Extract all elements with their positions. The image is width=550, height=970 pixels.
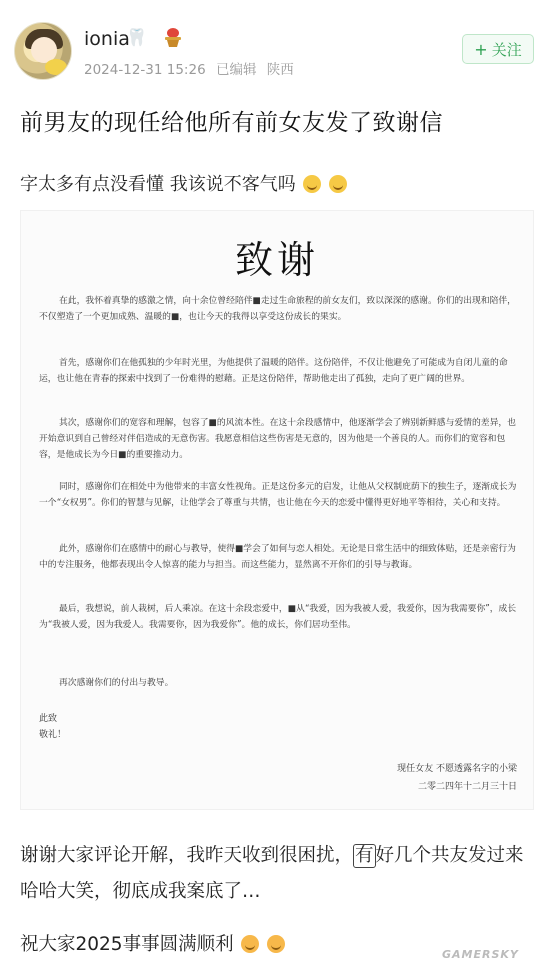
letter-paragraph-5: 此外，感谢你们在感情中的耐心与教导，使得■学会了如何与恋人相处。无论是日常生活中的细致体贴，还是亲密行为中的专注服务，他都表现出令人惊喜的能力与担当。而这些能力，显然离不开你们的引导与教诲。 (39, 544, 516, 570)
letter-paragraph-2: 首先，感谢你们在他孤独的少年时光里，为他提供了温暖的陪伴。这份陪伴，不仅让他避免了可能成为自闭儿童的命运，也让他在青春的探索中找到了一份难得的慰藉。正是这份陪伴，帮助他走出了孤独，走向了更广阔的世界。 (39, 358, 508, 384)
username[interactable]: ionia (84, 28, 130, 50)
avatar[interactable] (14, 22, 72, 80)
plus-icon: + (474, 39, 488, 59)
watermark-logo: GAMERSKY (442, 948, 519, 961)
post-timestamp: 2024-12-31 15:26 (84, 62, 206, 78)
post-title: 前男友的现任给他所有前女友发了致谢信 (20, 110, 443, 136)
post-text-1 (20, 170, 540, 196)
letter-paragraph-3: 其次，感谢你们的宽容和理解，包容了■的风流本性。在这十余段感情中，他逐渐学会了辨别新鲜感与爱情的差异，也开始意识到自己曾经对伴侣造成的无意伤害。我愿意相信这些伤害是无意的，因为他是一个善良的人。而你们的宽容和包容，是他成长为今日■的重要推动力。 (39, 418, 516, 460)
smiling-hearts-emoji (241, 935, 259, 953)
follow-button[interactable] (462, 34, 534, 64)
letter-title: 致谢 (234, 238, 319, 282)
crying-face-emoji (329, 175, 347, 193)
smiling-hearts-emoji (267, 935, 285, 953)
post-header (0, 0, 550, 92)
letter-signature: 现任女友 不愿透露名字的小梁 (397, 764, 517, 774)
post-text-2 (20, 838, 540, 910)
post-text-2-before: 谢谢大家评论开解，我昨天收到很困扰， (20, 845, 354, 866)
letter-paragraph-7: 再次感谢你们的付出与教导。 (59, 678, 174, 688)
follow-button-label: 关注 (491, 40, 522, 59)
location-label: 陕西 (266, 62, 294, 78)
post-text-2-after: 好几个共友发过来哈哈大笑，彻底成我案底了… (20, 845, 524, 902)
post-text-1-content: 字太多有点没看懂 我该说不客气吗 (20, 174, 296, 195)
letter-paragraph-4: 同时，感谢你们在相处中为他带来的丰富女性视角。正是这份多元的启发，让他从父权制庇荫下的独生子，逐渐成长为一个“女权男”。你们的智慧与见解，让他学会了尊重与共情，也让他在今天的恋爱中懂得更好地平等相待，关心和支持。 (39, 482, 517, 508)
flower-pot-badge-icon (160, 25, 186, 49)
post-meta (84, 58, 300, 78)
edited-label: 已编辑 (215, 62, 257, 78)
crying-face-emoji (303, 175, 321, 193)
letter-image[interactable] (20, 210, 534, 810)
letter-paragraph-1: 在此，我怀着真挚的感激之情，向十余位曾经陪伴■走过生命旅程的前女友们，致以深深的感谢。你们的出现和陪伴，不仅塑造了一个更加成熟、温暖的■，也让今天的我得以享受这份成长的果实。 (39, 296, 516, 322)
post-text-3-content: 祝大家2025事事圆满顺利 (20, 934, 234, 955)
letter-date: 二零二四年十二月三十日 (417, 782, 517, 792)
letter-paragraph-6: 最后，我想说，前人栽树，后人乘凉。在这十余段恋爱中，■从“我爱，因为我被人爱，我爱你，因为我需要你”，成长为“我被人爱，因为我爱人。我需要你，因为我爱你”。他的成长，你们居功至伟。 (39, 604, 517, 630)
letter-closing-1: 此致 (39, 714, 58, 724)
boxed-character: 有 (355, 845, 374, 866)
letter-closing-2: 敬礼！ (39, 730, 67, 740)
tooth-icon: 🦷 (126, 28, 148, 48)
